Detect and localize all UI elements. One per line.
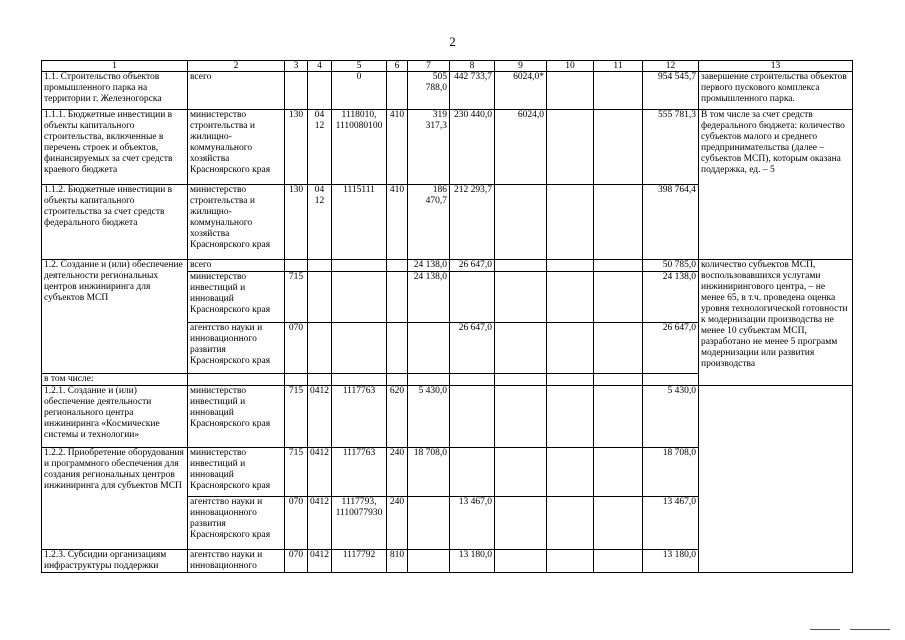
year1-cell: 319 317,3 [408, 110, 450, 185]
year2-cell: 13 467,0 [450, 497, 495, 550]
year2-cell [450, 374, 495, 386]
rzpr-cell [308, 374, 332, 386]
total-cell [643, 374, 699, 386]
executor-cell: всего [188, 72, 285, 110]
activity-cell: 1.2.2. Приобретение оборудования и программного обеспечения для создания региональных центров инжиниринга для субъектов МСП [42, 448, 188, 550]
year5-cell [594, 374, 643, 386]
header-cell: 2 [188, 61, 285, 72]
rzpr-cell: 0412 [308, 550, 332, 573]
activity-cell: 1.1.1. Бюджетные инвестиции в объекты капитального строительства, включенные в перечень строек и объектов, финансируемых за счет средств краевого бюджета [42, 110, 188, 185]
year1-cell: 505 788,0 [408, 72, 450, 110]
year2-cell: 13 180,0 [450, 550, 495, 573]
rzpr-cell [308, 323, 332, 374]
total-cell: 18 708,0 [643, 448, 699, 497]
year3-cell: 6024,0* [495, 72, 547, 110]
rzpr-cell: 04 12 [308, 185, 332, 260]
total-cell: 954 545,7 [643, 72, 699, 110]
result-cell [699, 386, 853, 573]
year4-cell [547, 497, 594, 550]
year5-cell [594, 272, 643, 323]
executor-cell: министерство строительства и жилищно-коммунального хозяйства Красноярского края [188, 110, 285, 185]
result-cell: завершение строительства объектов первого пускового комплекса промышленного парка. [699, 72, 853, 110]
year1-cell: 5 430,0 [408, 386, 450, 448]
executor-cell: всего [188, 260, 285, 272]
csr-cell [332, 260, 387, 272]
total-cell: 24 138,0 [643, 272, 699, 323]
executor-cell: министерство инвестиций и инноваций Красноярского края [188, 386, 285, 448]
year5-cell [594, 185, 643, 260]
vr-cell: 240 [387, 497, 408, 550]
year2-cell [450, 448, 495, 497]
total-cell: 13 467,0 [643, 497, 699, 550]
header-cell: 10 [547, 61, 594, 72]
year4-cell [547, 272, 594, 323]
page-number: 2 [449, 34, 456, 49]
year5-cell [594, 72, 643, 110]
grbs-cell [285, 260, 308, 272]
year4-cell [547, 323, 594, 374]
year2-cell: 442 733,7 [450, 72, 495, 110]
grbs-cell: 715 [285, 272, 308, 323]
year5-cell [594, 448, 643, 497]
grbs-cell: 070 [285, 550, 308, 573]
year3-cell [495, 272, 547, 323]
csr-cell: 0 [332, 72, 387, 110]
total-cell: 555 781,3 [643, 110, 699, 185]
header-cell: 7 [408, 61, 450, 72]
executor-cell: министерство строительства и жилищно-коммунального хозяйства Красноярского края [188, 185, 285, 260]
executor-cell: министерство инвестиций и инноваций Красноярского края [188, 448, 285, 497]
vr-cell: 810 [387, 550, 408, 573]
year2-cell [450, 272, 495, 323]
year5-cell [594, 323, 643, 374]
year5-cell [594, 260, 643, 272]
year5-cell [594, 497, 643, 550]
rzpr-cell [308, 72, 332, 110]
scan-artifact-line [810, 629, 840, 630]
year1-cell: 24 138,0 [408, 272, 450, 323]
executor-cell: министерство инвестиций и инноваций Красноярского края [188, 272, 285, 323]
vr-cell [387, 72, 408, 110]
year4-cell [547, 386, 594, 448]
csr-cell [332, 374, 387, 386]
header-cell: 11 [594, 61, 643, 72]
year1-cell: 18 708,0 [408, 448, 450, 497]
header-cell: 13 [699, 61, 853, 72]
csr-cell: 1117793, 1110077930 [332, 497, 387, 550]
year1-cell: 186 470,7 [408, 185, 450, 260]
activity-cell: 1.1. Строительство объектов промышленного парка на территории г. Железногорска [42, 72, 188, 110]
rzpr-cell: 0412 [308, 386, 332, 448]
year3-cell [495, 374, 547, 386]
result-cell: В том числе за счет средств федерального бюджета: количество субъектов малого и среднего предпринимательства (далее – субъектов МСП), которым оказана поддержка, ед. – 5 [699, 110, 853, 260]
activity-cell: 1.1.2. Бюджетные инвестиции в объекты капитального строительства за счет средств федерального бюджета [42, 185, 188, 260]
header-cell: 1 [42, 61, 188, 72]
total-cell: 50 785,0 [643, 260, 699, 272]
year3-cell [495, 448, 547, 497]
header-cell: 4 [308, 61, 332, 72]
scan-artifact-line [850, 629, 890, 630]
header-cell: 8 [450, 61, 495, 72]
header-cell: 5 [332, 61, 387, 72]
table-row [42, 260, 853, 272]
executor-cell [188, 374, 285, 386]
year1-cell [408, 550, 450, 573]
grbs-cell: 070 [285, 497, 308, 550]
total-cell: 398 764,4 [643, 185, 699, 260]
header-cell: 12 [643, 61, 699, 72]
result-cell: количество субъектов МСП, воспользовавшихся услугами инжинирингового центра, – не менее 65, в т.ч. проведена оценка уровня технологической готовности к модернизации производства не менее 10 субъектам МСП, разработано не менее 5 программ модернизации или развития производства [699, 260, 853, 386]
year4-cell [547, 72, 594, 110]
total-cell: 26 647,0 [643, 323, 699, 374]
grbs-cell [285, 374, 308, 386]
year5-cell [594, 550, 643, 573]
grbs-cell: 715 [285, 386, 308, 448]
csr-cell: 1117792 [332, 550, 387, 573]
year3-cell [495, 386, 547, 448]
year1-cell [408, 374, 450, 386]
csr-cell [332, 323, 387, 374]
grbs-cell: 130 [285, 185, 308, 260]
executor-cell: агентство науки и инновационного [188, 550, 285, 573]
year1-cell: 24 138,0 [408, 260, 450, 272]
vr-cell: 410 [387, 110, 408, 185]
year1-cell [408, 323, 450, 374]
year3-cell [495, 323, 547, 374]
year3-cell [495, 260, 547, 272]
year4-cell [547, 260, 594, 272]
year5-cell [594, 386, 643, 448]
executor-cell: агентство науки и инновационного развития Красноярского края [188, 497, 285, 550]
total-cell: 5 430,0 [643, 386, 699, 448]
activity-cell: 1.2. Создание и (или) обеспечение деятельности региональных центров инжиниринга для субъектов МСП [42, 260, 188, 374]
year1-cell [408, 497, 450, 550]
vr-cell [387, 323, 408, 374]
activity-cell: 1.2.3. Субсидии организациям инфраструктуры поддержки [42, 550, 188, 573]
csr-cell: 1117763 [332, 386, 387, 448]
year4-cell [547, 185, 594, 260]
year2-cell: 26 647,0 [450, 323, 495, 374]
year2-cell: 26 647,0 [450, 260, 495, 272]
header-cell: 3 [285, 61, 308, 72]
year4-cell [547, 110, 594, 185]
rzpr-cell: 04 12 [308, 110, 332, 185]
table-row [42, 72, 853, 110]
grbs-cell: 070 [285, 323, 308, 374]
total-cell: 13 180,0 [643, 550, 699, 573]
activity-cell: 1.2.1. Создание и (или) обеспечение деятельности регионального центра инжиниринга «Космические системы и технологии» [42, 386, 188, 448]
csr-cell [332, 272, 387, 323]
table-row [42, 386, 853, 448]
csr-cell: 1117763 [332, 448, 387, 497]
year2-cell [450, 386, 495, 448]
vr-cell: 410 [387, 185, 408, 260]
rzpr-cell: 0412 [308, 448, 332, 497]
rzpr-cell [308, 272, 332, 323]
rzpr-cell: 0412 [308, 497, 332, 550]
year4-cell [547, 550, 594, 573]
grbs-cell: 130 [285, 110, 308, 185]
vr-cell [387, 260, 408, 272]
header-cell: 9 [495, 61, 547, 72]
year5-cell [594, 110, 643, 185]
grbs-cell: 715 [285, 448, 308, 497]
year2-cell: 212 293,7 [450, 185, 495, 260]
vr-cell [387, 374, 408, 386]
grbs-cell [285, 72, 308, 110]
year3-cell: 6024,0 [495, 110, 547, 185]
activity-cell: в том числе: [42, 374, 188, 386]
year2-cell: 230 440,0 [450, 110, 495, 185]
vr-cell: 620 [387, 386, 408, 448]
year4-cell [547, 374, 594, 386]
vr-cell: 240 [387, 448, 408, 497]
header-row [42, 61, 853, 72]
year3-cell [495, 185, 547, 260]
vr-cell [387, 272, 408, 323]
year3-cell [495, 550, 547, 573]
program-table [41, 60, 853, 573]
year4-cell [547, 448, 594, 497]
year3-cell [495, 497, 547, 550]
rzpr-cell [308, 260, 332, 272]
header-cell: 6 [387, 61, 408, 72]
csr-cell: 1115111 [332, 185, 387, 260]
csr-cell: 1118010, 1110080100 [332, 110, 387, 185]
table-row [42, 110, 853, 185]
executor-cell: агентство науки и инновационного развития Красноярского края [188, 323, 285, 374]
